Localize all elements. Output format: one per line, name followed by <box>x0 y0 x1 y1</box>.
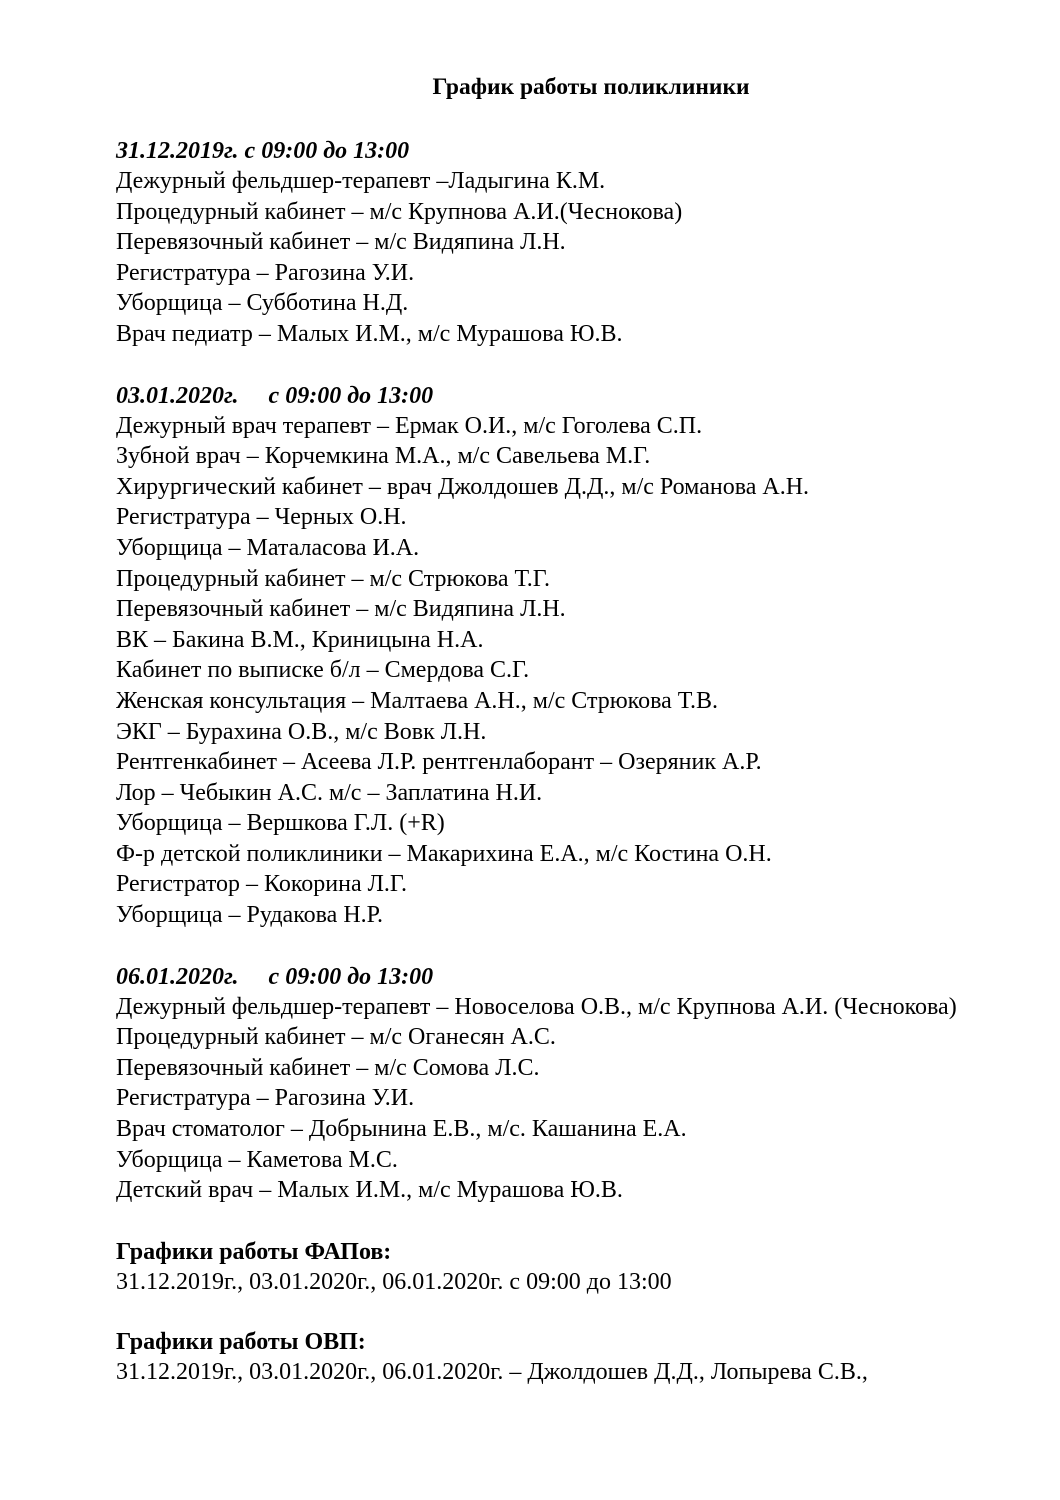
staff-line: Врач педиатр – Малых И.М., м/с Мурашова Ю.В. <box>116 320 623 347</box>
staff-line: Регистратура – Черных О.Н. <box>116 504 407 531</box>
staff-line: Кабинет по выписке б/л – Смердова С.Г. <box>116 657 530 684</box>
document-page <box>116 72 1006 1388</box>
staff-line: Дежурный фельдшер-терапевт – Новоселова О.В., м/с Крупнова А.И. (Чеснокова) <box>116 993 957 1020</box>
document-title: График работы поликлиники <box>432 74 750 100</box>
staff-line: Процедурный кабинет – м/с Стрюкова Т.Г. <box>116 565 550 592</box>
staff-line: Перевязочный кабинет – м/с Видяпина Л.Н. <box>116 596 566 623</box>
staff-line: Дежурный врач терапевт – Ермак О.И., м/с Гоголева С.П. <box>116 412 703 439</box>
staff-line: Рентгенкабинет – Асеева Л.Р. рентгенлаборант – Озеряник А.Р. <box>116 749 762 776</box>
staff-line: ЭКГ – Бурахина О.В., м/с Вовк Л.Н. <box>116 718 487 745</box>
ovp-text: 31.12.2019г., 03.01.2020г., 06.01.2020г. – Джолдошев Д.Д., Лопырева С.В., <box>116 1359 868 1386</box>
staff-line: Регистратура – Рагозина У.И. <box>116 1085 415 1112</box>
staff-line: Перевязочный кабинет – м/с Видяпина Л.Н. <box>116 229 566 256</box>
staff-line: Уборщица – Субботина Н.Д. <box>116 290 409 317</box>
staff-line: Уборщица – Каметова М.С. <box>116 1146 398 1173</box>
staff-line: ВК – Бакина В.М., Криницына Н.А. <box>116 626 484 653</box>
section-date: 03.01.2020г. с 09:00 до 13:00 <box>116 382 434 409</box>
staff-line: Регистратура – Рагозина У.И. <box>116 259 415 286</box>
schedule-section-3 <box>116 962 1006 1206</box>
fap-text: 31.12.2019г., 03.01.2020г., 06.01.2020г. с 09:00 до 13:00 <box>116 1268 672 1295</box>
staff-line: Дежурный фельдшер-терапевт –Ладыгина К.М. <box>116 168 606 194</box>
staff-line: Уборщица – Маталасова И.А. <box>116 534 420 561</box>
staff-line: Уборщица – Вершкова Г.Л. (+R) <box>116 810 445 837</box>
staff-line: Хирургический кабинет – врач Джолдошев Д.Д., м/с Романова А.Н. <box>116 473 810 500</box>
ovp-heading: Графики работы ОВП: <box>116 1329 366 1356</box>
fap-schedule-section <box>116 1237 1006 1298</box>
section-date: 31.12.2019г. с 09:00 до 13:00 <box>116 138 410 164</box>
schedule-section-2 <box>116 381 1006 931</box>
fap-heading: Графики работы ФАПов: <box>116 1238 392 1265</box>
staff-line: Лор – Чебыкин А.С. м/с – Заплатина Н.И. <box>116 779 543 806</box>
staff-line: Процедурный кабинет – м/с Крупнова А.И.(Чеснокова) <box>116 198 683 225</box>
staff-line: Женская консультация – Малтаева А.Н., м/с Стрюкова Т.В. <box>116 687 719 714</box>
staff-line: Регистратор – Кокорина Л.Г. <box>116 871 408 898</box>
schedule-section-1 <box>116 136 1006 350</box>
staff-line: Ф-р детской поликлиники – Макарихина Е.А., м/с Костина О.Н. <box>116 840 772 867</box>
staff-line: Процедурный кабинет – м/с Оганесян А.С. <box>116 1024 556 1051</box>
staff-line: Уборщица – Рудакова Н.Р. <box>116 902 383 929</box>
staff-line: Перевязочный кабинет – м/с Сомова Л.С. <box>116 1054 540 1081</box>
staff-line: Зубной врач – Корчемкина М.А., м/с Савельева М.Г. <box>116 443 651 470</box>
section-date: 06.01.2020г. с 09:00 до 13:00 <box>116 963 434 990</box>
ovp-schedule-section <box>116 1327 1006 1388</box>
staff-line: Детский врач – Малых И.М., м/с Мурашова Ю.В. <box>116 1177 623 1204</box>
staff-line: Врач стоматолог – Добрынина Е.В., м/с. Кашанина Е.А. <box>116 1116 687 1143</box>
